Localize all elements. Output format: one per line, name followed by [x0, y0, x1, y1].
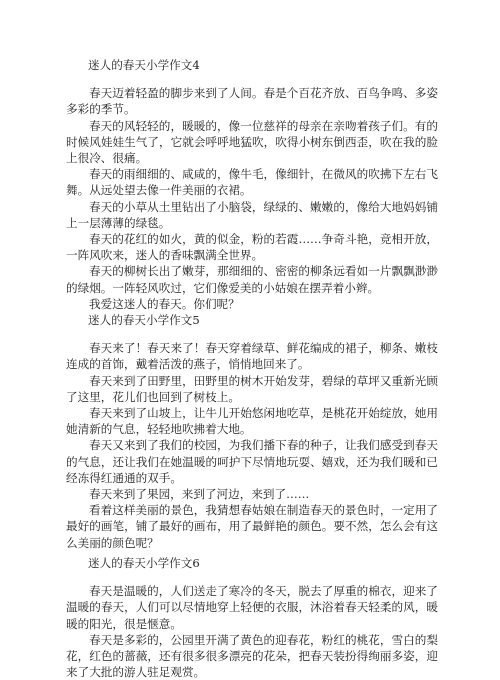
essay-document: [66, 57, 438, 680]
paragraph: 春天的小草从土里钻出了小脑袋，绿绿的、嫩嫩的，像给大地妈妈铺上一层薄薄的绿毯。: [66, 199, 438, 230]
spacer: [66, 571, 438, 583]
paragraph: 春天的雨细细的、咸咸的，像牛毛，像细针，在微风的吹拂下左右飞舞。从远处望去像一件美丽的衣裙。: [66, 167, 438, 198]
spacer: [66, 328, 438, 340]
paragraph: 春天的风轻轻的，暖暖的，像一位慈祥的母亲在亲吻着孩子们。有的时候风娃娃生气了，它就会呼呼地猛吹，吹得小树东倒西歪，吹在我的脸上很冷、很痛。: [66, 118, 438, 166]
paragraph: 春天是温暖的，人们送走了寒冷的冬天，脱去了厚重的棉衣，迎来了温暖的春天，人们可以尽情地穿上轻便的衣服，沐浴着春天轻柔的风，暖暖的阳光，很是惬意。: [66, 584, 438, 631]
essay-title: 迷人的春天小学作文4: [88, 58, 200, 72]
paragraph: 春天的花红的如火，黄的似金，粉的若霞……争奇斗艳，竞相开放，一阵风吹来，迷人的香味飘满全世界。: [66, 232, 438, 263]
paragraph: 春天来到了山坡上，让牛儿开始悠闲地吃草，是桃花开始绽放，她用她清新的气息，轻轻地吹拂着大地。: [66, 406, 438, 437]
paragraph: 春天来到了果园，来到了河边，来到了……: [89, 487, 310, 502]
paragraph: 我爱这迷人的春天。你们呢？: [89, 296, 240, 311]
paragraph: 春天又来到了我们的校园，为我们播下春的种子，让我们感受到春天的气息，还让我们在她温暖的呵护下尽情地玩耍、嬉戏，还为我们暖和已经冻得红通通的双手。: [66, 438, 438, 485]
essay-title: 迷人的春天小学作文5: [88, 313, 200, 328]
paragraph: 春天来到了田野里，田野里的树木开始发芽，碧绿的草坪又重新光顾了这里，花儿们也回到了树枝上。: [66, 373, 438, 404]
paragraph: 春天来了！春天来了！春天穿着绿草、鲜花编成的裙子，柳条、嫩枝连成的首饰，戴着活泼的燕子，悄悄地回来了。: [66, 341, 438, 372]
paragraph: 看着这样美丽的景色，我猜想春姑娘在制造春天的景色时，一定用了最好的画笔，铺了最好的画布，用了最鲜艳的颜色。要不然，怎么会有这么美丽的颜色呢？: [66, 503, 438, 550]
spacer: [66, 73, 438, 85]
essay-title: 迷人的春天小学作文6: [88, 555, 200, 570]
paragraph: 春天的柳树长出了嫩芽，那细细的、密密的柳条远看如一片飘飘渺渺的绿烟。一阵轻风吹过，它们像爱美的小姑娘在摆弄着小辫。: [66, 264, 438, 295]
paragraph: 春天迈着轻盈的脚步来到了人间。春是个百花齐放、百鸟争鸣、多姿多彩的季节。: [66, 86, 438, 117]
paragraph: 春天是多彩的，公园里开满了黄色的迎春花，粉红的桃花，雪白的梨花，红色的蔷薇，还有很多很多漂亮的花朵，把春天装扮得绚丽多姿，迎来了大批的游人驻足观赏。: [66, 632, 438, 680]
